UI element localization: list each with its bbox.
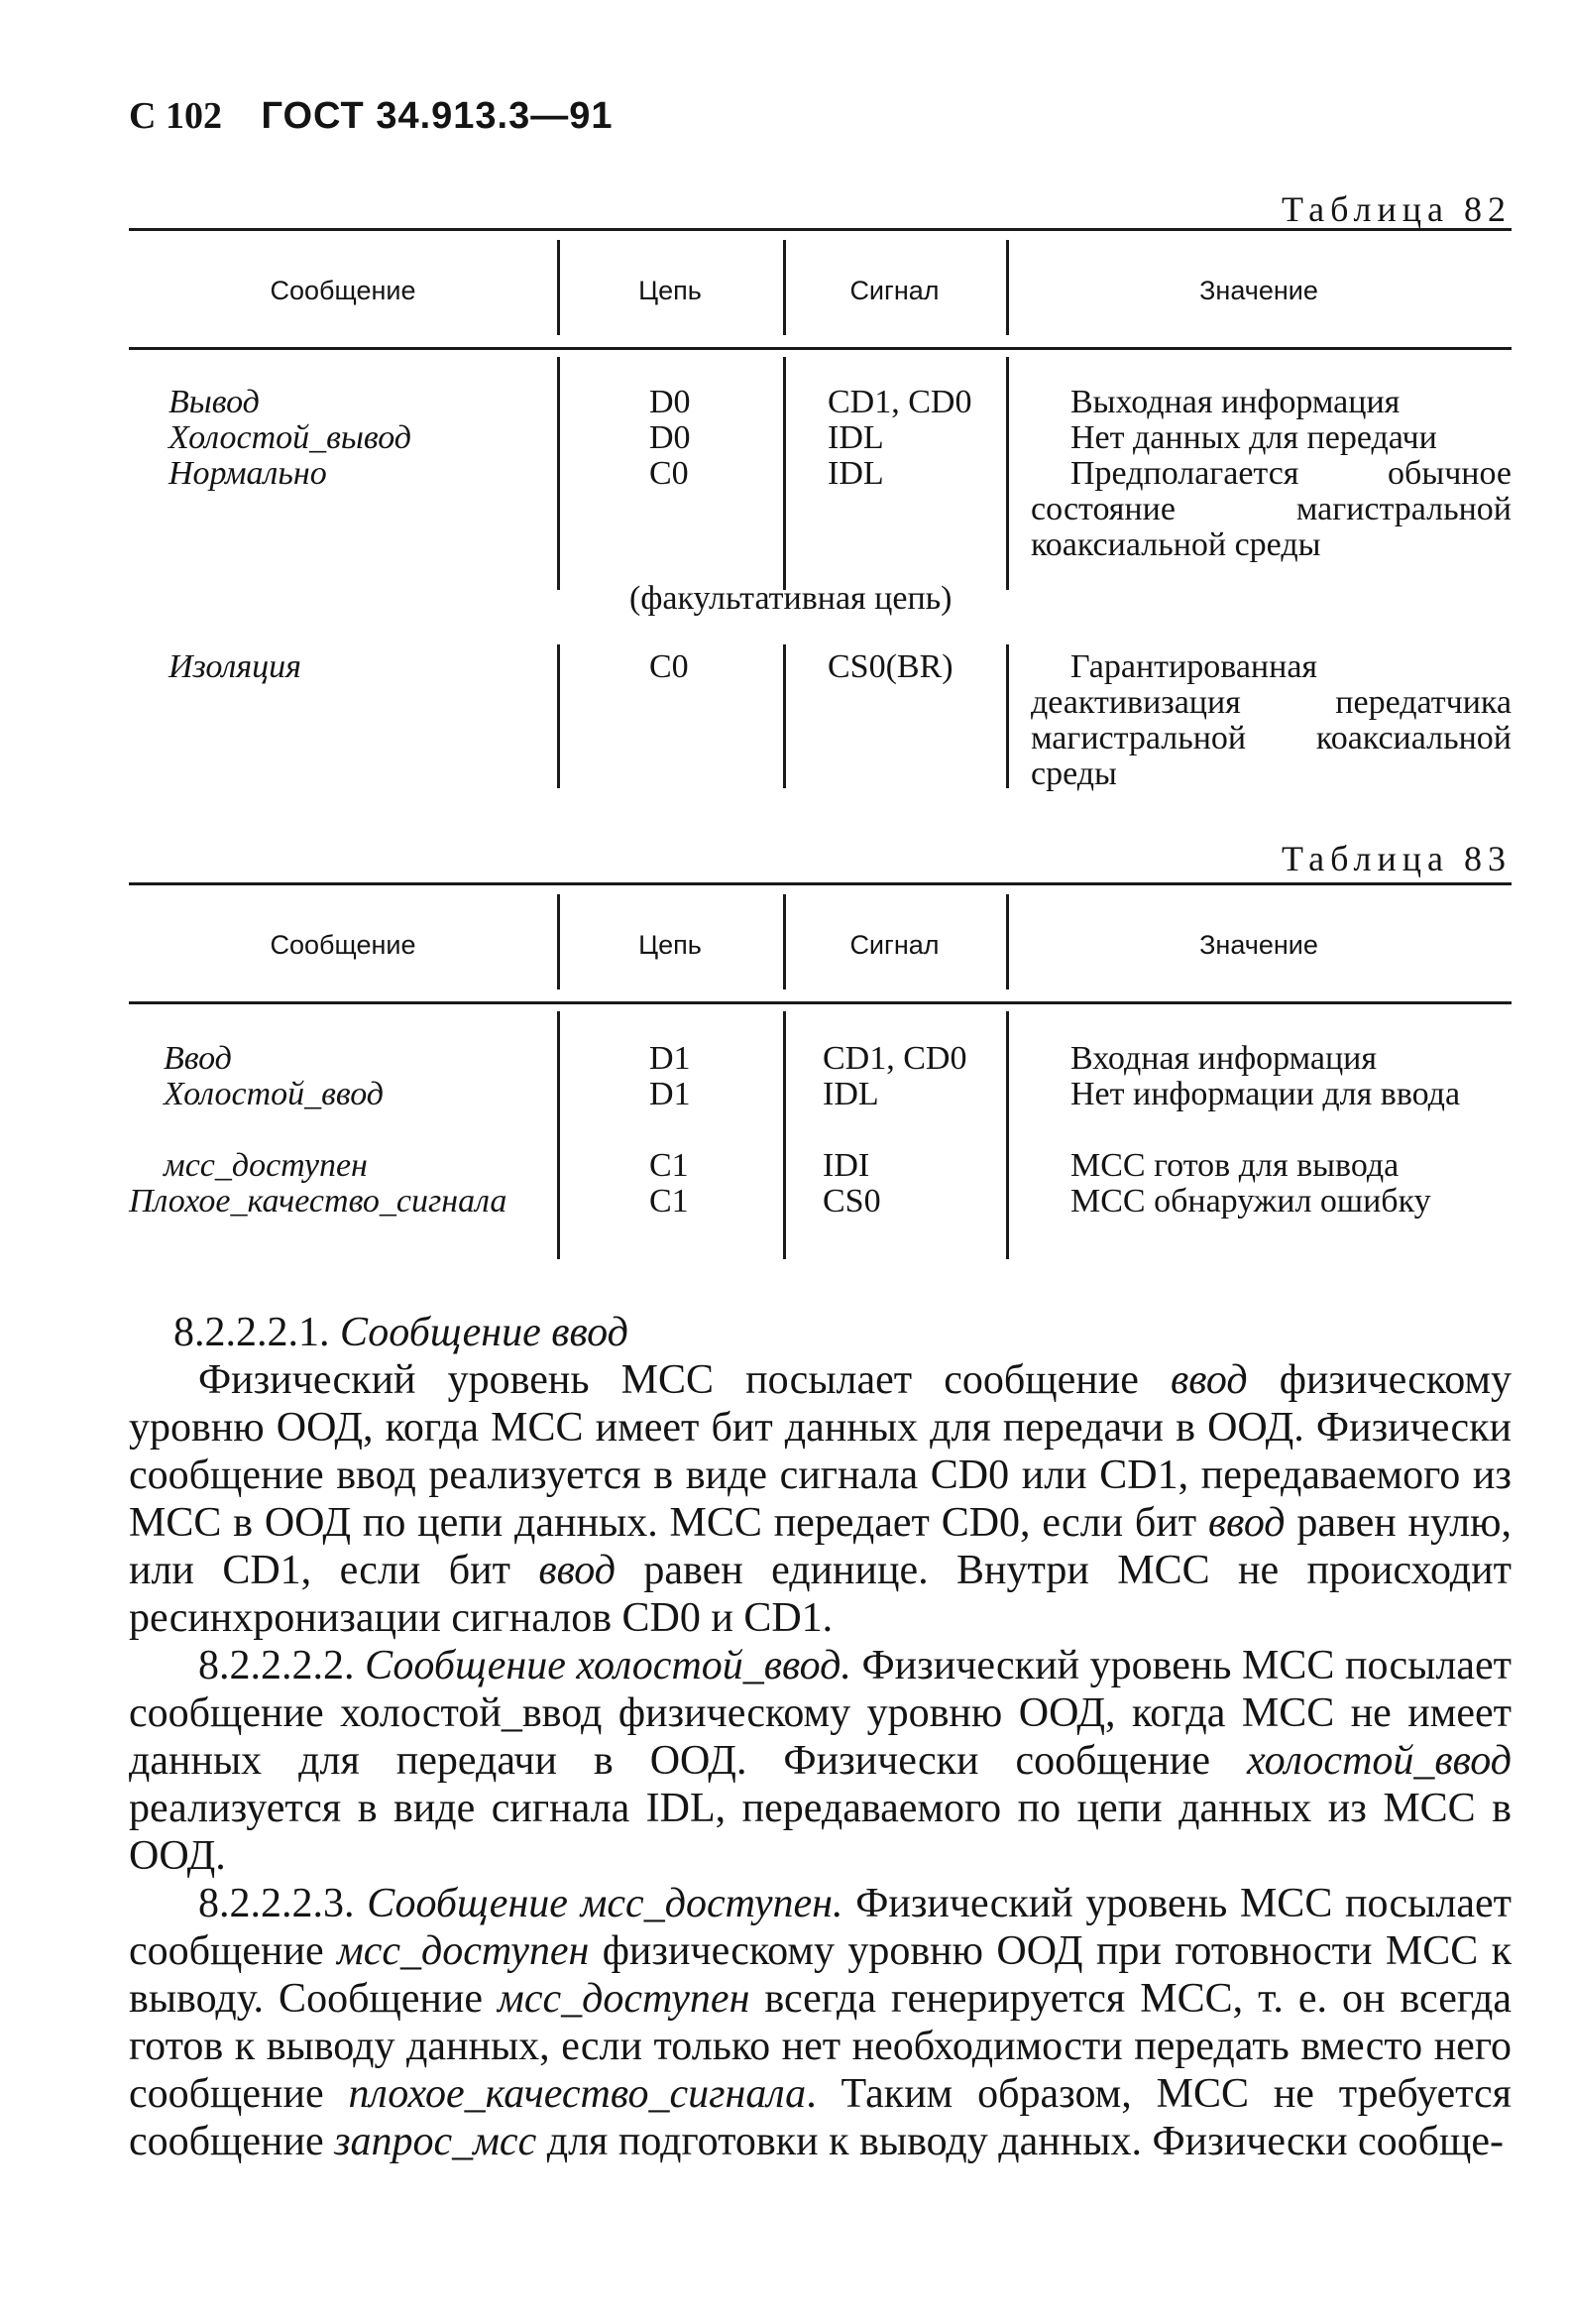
text-run: для подготовки к выводу данных. Физически сообще- <box>536 2119 1505 2164</box>
section-heading <box>129 1309 1512 1356</box>
italic-term: запрос_мсс <box>334 2119 537 2164</box>
cell-chain: D1 <box>649 1040 691 1077</box>
cell-chain: D0 <box>649 384 691 420</box>
section-number: 8.2.2.2.2. <box>198 1643 355 1688</box>
col-divider <box>783 357 786 590</box>
col-divider <box>783 644 786 788</box>
cell-message: Плохое_качество_сигнала <box>129 1183 507 1220</box>
col-divider <box>783 1011 786 1259</box>
table-header-rule <box>129 1001 1512 1004</box>
italic-term: плохое_качество_сигнала <box>348 2071 807 2117</box>
col-header-chain: Цепь <box>638 930 702 960</box>
italic-term: мсс_доступен <box>498 1976 750 2022</box>
col-divider <box>1006 644 1009 788</box>
text-run: Физический уровень МСС посылает сообщение холостой_ввод физическому уровню ООД, когда МСС не имеет данных для передачи в ООД. Физически сообщение <box>129 1643 1513 1784</box>
col-divider <box>557 357 560 590</box>
paragraph <box>129 1880 1512 2165</box>
table-82 <box>129 228 1512 793</box>
cell-value: Входная информация <box>1070 1040 1377 1077</box>
section-number: 8.2.2.2.1. <box>173 1310 330 1355</box>
cell-value: МСС обнаружил ошибку <box>1070 1183 1431 1220</box>
section-number: 8.2.2.2.3. <box>198 1881 355 1926</box>
col-header-chain: Цепь <box>638 276 702 305</box>
text-run: физическому уровню ООД, когда МСС имеет бит данных для передачи в ООД. Физически сообщение ввод реализуется в виде сигнала CD0 или CD1, передаваемого из МСС в ООД по цепи данных. МСС передает CD0, если бит <box>129 1357 1512 1546</box>
col-header-message: Сообщение <box>270 930 416 960</box>
body-text <box>129 1309 1512 2165</box>
col-divider <box>557 1011 560 1259</box>
cell-chain: C0 <box>649 455 689 492</box>
table-top-rule <box>129 228 1512 231</box>
cell-value: Выходная информация <box>1070 384 1401 420</box>
page-number: С 102 <box>129 95 222 137</box>
cell-signal: IDI <box>823 1147 870 1184</box>
col-divider <box>557 644 560 788</box>
cell-message: Нормально <box>168 455 327 492</box>
paragraph <box>129 1642 1512 1880</box>
page-header <box>129 94 643 138</box>
col-header-signal: Сигнал <box>849 930 940 960</box>
cell-message: Холостой_ввод <box>164 1076 384 1112</box>
text-run: реализуется в виде сигнала IDL, передаваемого по цепи данных из МСС в ООД. <box>129 1786 1512 1879</box>
cell-value: Нет данных для передачи <box>1070 419 1437 456</box>
col-header-signal: Сигнал <box>849 276 940 305</box>
cell-message: Ввод <box>164 1040 232 1077</box>
document-code: ГОСТ 34.913.3—91 <box>261 95 614 137</box>
cell-chain: C1 <box>649 1183 689 1220</box>
italic-term: ввод <box>538 1548 616 1593</box>
cell-signal: IDL <box>828 419 884 456</box>
text-run: Физический уровень МСС посылает сообщение <box>198 1357 1171 1403</box>
paragraph <box>129 1356 1512 1642</box>
italic-term: ввод <box>1207 1500 1286 1546</box>
cell-chain: D0 <box>649 419 691 456</box>
cell-signal: CD1, CD0 <box>823 1040 967 1077</box>
italic-term: ввод <box>1170 1357 1248 1403</box>
cell-signal: CS0(BR) <box>828 648 954 685</box>
section-title: Сообщение ввод <box>340 1310 628 1355</box>
table-83-title: Таблица 83 <box>1282 839 1512 878</box>
table-top-rule <box>129 882 1512 885</box>
cell-signal: IDL <box>828 455 884 492</box>
col-header-value: Значение <box>1199 276 1318 305</box>
cell-message: Вывод <box>168 384 260 420</box>
cell-chain: C1 <box>649 1147 689 1184</box>
cell-value: МСС готов для вывода <box>1070 1147 1400 1184</box>
italic-term: холостой_ввод <box>1247 1738 1512 1784</box>
cell-value: Нет информации для ввода <box>1070 1076 1461 1112</box>
cell-value: Гарантированная деактивизация передатчика магистральной коаксиальной среды <box>1031 648 1512 792</box>
table-82-title: Таблица 82 <box>1282 189 1512 229</box>
text-run: равен единице. Внутри МСС не происходит ресинхронизации сигналов CD0 и CD1. <box>129 1548 1512 1641</box>
table-83 <box>129 882 1512 1269</box>
cell-message: Холостой_вывод <box>168 419 411 456</box>
cell-message: Изоляция <box>168 648 301 685</box>
text-run: . Таким образом, МСС не требуется сообщение <box>129 2071 1512 2164</box>
cell-signal: IDL <box>823 1076 879 1112</box>
text-run: физическому уровню ООД при готовности МСС к выводу. Сообщение <box>129 1928 1512 2022</box>
table-note: (факультативная цепь) <box>629 580 953 617</box>
table-header-rule <box>129 347 1512 350</box>
cell-message: мсс_доступен <box>164 1147 368 1184</box>
section-title: Сообщение холостой_ввод. <box>365 1643 851 1688</box>
text-run: Физический уровень МСС посылает сообщение <box>129 1881 1512 1974</box>
col-divider <box>1006 357 1009 590</box>
cell-signal: CS0 <box>823 1183 881 1220</box>
text-run: всегда генерируется МСС, т. е. он всегда готов к выводу данных, если только нет необходимости передать вместо него сообщение <box>129 1976 1512 2117</box>
section-title: Сообщение мсс_доступен. <box>367 1881 843 1926</box>
text-run: равен нулю, или CD1, если бит <box>129 1500 1512 1593</box>
italic-term: мсс_доступен <box>336 1928 590 1974</box>
col-divider <box>1006 1011 1009 1259</box>
cell-chain: C0 <box>649 648 689 685</box>
col-header-message: Сообщение <box>270 276 416 305</box>
col-header-value: Значение <box>1199 930 1318 960</box>
cell-signal: CD1, CD0 <box>828 384 972 420</box>
cell-chain: D1 <box>649 1076 691 1112</box>
cell-value: Предполагается обычное состояние магистральной коаксиальной среды <box>1031 455 1512 563</box>
